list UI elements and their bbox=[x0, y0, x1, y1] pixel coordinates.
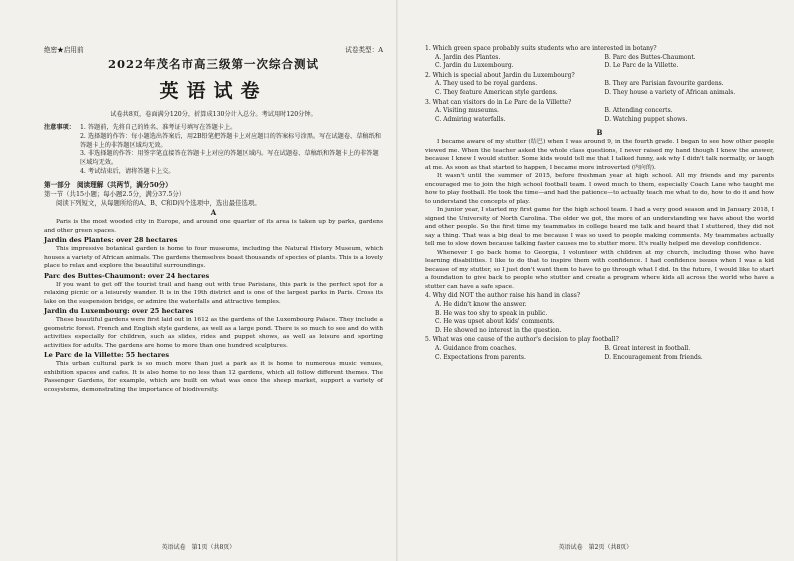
option: B. Attending concerts. bbox=[604, 107, 673, 115]
paper-type-label: 试卷类型：A bbox=[345, 46, 383, 54]
option: B. Great interest in football. bbox=[604, 344, 691, 352]
header-row bbox=[44, 44, 383, 54]
option: C. They feature American style gardens. bbox=[435, 88, 558, 96]
passage-b-paragraph: I became aware of my stutter (结巴) when I was around 9, in the fourth grade. I began to see how other people viewed me. When the teacher asked the whole class questions, I never raised my hand though I knew the answer, because I knew I would stutter. Some kids would tell me that I talked funny, ask why I didn't talk normally, or laugh at me. As soon as that started to happen, I became more introverted (内向的). bbox=[425, 139, 774, 171]
question-stem: 3. What can visitors do in Le Parc de la Villette? bbox=[425, 98, 572, 106]
page-one-footer: 英语试卷 第1页（共8页） bbox=[161, 544, 236, 551]
question-options bbox=[425, 107, 774, 124]
secret-label: 绝密★启用前 bbox=[44, 46, 84, 54]
park-description: This urban cultural park is so much more than just a park as it is home to numerous music venues, exhibition spaces and cafes. It is also home to no less than 12 gardens, which all follow different themes. The Passenger Gardens, for example, which are built on what was once the sheep market, support a variety of ecosystems, demonstrating the importance of biodiversity. bbox=[44, 361, 383, 393]
question-stem: 4. Why did NOT the author raise his hand in class? bbox=[425, 292, 581, 300]
option: C. Jardin du Luxembourg. bbox=[435, 62, 514, 70]
note-item: 1. 答题前，先将自己的姓名、准考证号填写在答题卡上。 bbox=[80, 124, 237, 131]
note-item: 2. 选择题的作答：每小题选出答案后，用2B铅笔把答题卡上对应题目的答案标号涂黑。写在试题卷、草稿纸和答题卡上的非答题区域均无效。 bbox=[80, 132, 381, 149]
question-options bbox=[425, 301, 774, 335]
option: B. He was too shy to speak in public. bbox=[435, 309, 548, 317]
option: B. Parc des Buttes-Chaumont. bbox=[604, 53, 696, 61]
exam-title: 2022年茂名市高三级第一次综合测试 bbox=[107, 57, 319, 71]
park-description: If you want to get off the tourist trail and hang out with true Parisians, this park is the perfect spot for a relaxing picnic or a leisurely wander. It is in the 19th district and is one of the largest parks in Paris. Cross its lake on the suspension bridge, or admire the waterfalls and attractive temples. bbox=[44, 281, 383, 305]
notes-block bbox=[44, 124, 383, 177]
page-two bbox=[397, 0, 794, 561]
note-item: 3. 非选择题的作答：用签字笔直接答在答题卡上对应的答题区域内。写在试题卷、草稿纸和答题卡上的非答题区域均无效。 bbox=[80, 150, 379, 167]
option: A. Jardin des Plantes. bbox=[435, 53, 501, 61]
option: D. He showed no interest in the question. bbox=[435, 326, 562, 334]
option: C. He was upset about kids' comments. bbox=[435, 318, 555, 326]
option: D. Le Parc de la Villette. bbox=[604, 62, 679, 70]
passage-b-label: B bbox=[596, 128, 603, 138]
passage-a-intro: Paris is the most wooded city in Europe, and around one quarter of its area is taken up by parks, gardens and other green spaces. bbox=[44, 219, 383, 234]
question-options bbox=[425, 54, 774, 71]
option: C. Expectations from parents. bbox=[435, 353, 526, 361]
park-heading: Le Parc de la Villette: 55 hectares bbox=[44, 351, 170, 360]
question-stem: 5. What was one cause of the author's decision to play football? bbox=[425, 336, 619, 344]
option: D. Encouragement from friends. bbox=[604, 353, 703, 361]
question-options bbox=[425, 80, 774, 97]
section-one-heading: 第一节（共15小题；每小题2.5分，满分37.5分） bbox=[44, 189, 186, 198]
park-heading: Jardin des Plantes: over 28 hectares bbox=[44, 236, 178, 245]
park-description: These beautiful gardens were first laid out in 1612 as the gardens of the Luxembourg Palace. They include a geometric forest. French and English style gardens, as well as a large pond. There is so much to see and do with activities especially for children, such as slides, rides and puppet shows, as well as leisure and sporting activities for adults. The gardens are home to more than one hundred sculptures. bbox=[44, 317, 383, 349]
part-one-heading: 第一部分 阅读理解（共两节，满分50分） bbox=[44, 180, 172, 189]
passage-b-paragraph: In junior year, I started my first game for the high school team. I had a very good season and in January 2018, I signed the University of North Carolina. The older we got, the more of an understanding we have about the world and other people. So the first time my teammates in college heard me talk and heard that I stuttered, they did not say a thing. That was a big deal to me because I was so used to people making comments. My teammates actually tell me to slow down because talking faster causes me to stutter more. It's really helped me develop confidence. bbox=[425, 207, 774, 248]
question-stem: 1. Which green space probably suits students who are interested in botany? bbox=[425, 45, 657, 52]
option: A. They used to be royal gardens. bbox=[435, 80, 538, 88]
section-one-instructions: 阅读下列短文，从每题所给的A、B、C和D四个选项中，选出最佳选项。 bbox=[56, 198, 261, 207]
question-stem: 2. Which is special about Jardin du Luxembourg? bbox=[425, 71, 575, 79]
subject-title: 英语试卷 bbox=[159, 80, 268, 102]
note-item: 4. 考试结束后，请将答题卡上交。 bbox=[80, 167, 175, 175]
option: A. Guidance from coaches. bbox=[435, 344, 517, 352]
option: B. They are Parisian favourite gardens. bbox=[604, 80, 724, 88]
park-heading: Jardin du Luxembourg: over 25 hectares bbox=[44, 307, 194, 316]
option: D. They house a variety of African animals. bbox=[604, 88, 736, 96]
option: A. Visiting museums. bbox=[435, 107, 499, 115]
option: D. Watching puppet shows. bbox=[604, 115, 688, 123]
question-options bbox=[425, 345, 774, 362]
notes-title: 注意事项： bbox=[44, 124, 75, 131]
passage-b-paragraph: It wasn't until the summer of 2015, before freshman year at high school. All my friends and my parents encouraged me to join the high school football team. I owed much to them, especially Coach Lane who taught me how to play football. He took the time—and had the patience—to actually teach me what to do, how to do it and how to understand the concepts of play. bbox=[425, 173, 774, 205]
option: C. Admiring waterfalls. bbox=[435, 115, 506, 123]
exam-info: 试卷共8页，卷面满分120分，折算成130分计入总分。考试用时120分钟。 bbox=[110, 111, 317, 118]
option: A. He didn't know the answer. bbox=[435, 300, 527, 308]
passage-a-label: A bbox=[210, 208, 217, 218]
page-two-footer: 英语试卷 第2页（共8页） bbox=[558, 544, 633, 551]
park-description: This impressive botanical garden is home to four museums, including the Natural History Museum, which houses a variety of African animals. The gardens themselves boast thousands of species of plants. This is a lovely place to relax and explore the beautiful surroundings. bbox=[44, 246, 383, 270]
park-heading: Parc des Buttes-Chaumont: over 24 hectares bbox=[44, 271, 210, 280]
passage-b-paragraph: Whenever I go back home to Georgia, I volunteer with children at my church, including those who have learning disabilities. I like to do that to inspire them with confidence. I had confidence issues when I was a kid because of my stutter, so I just don't want them to have to go through what I did. In the future, I would like to start a foundation to give back to people who stutter and create a program where kids all across the world who have a stutter can have a safe space. bbox=[425, 249, 774, 290]
